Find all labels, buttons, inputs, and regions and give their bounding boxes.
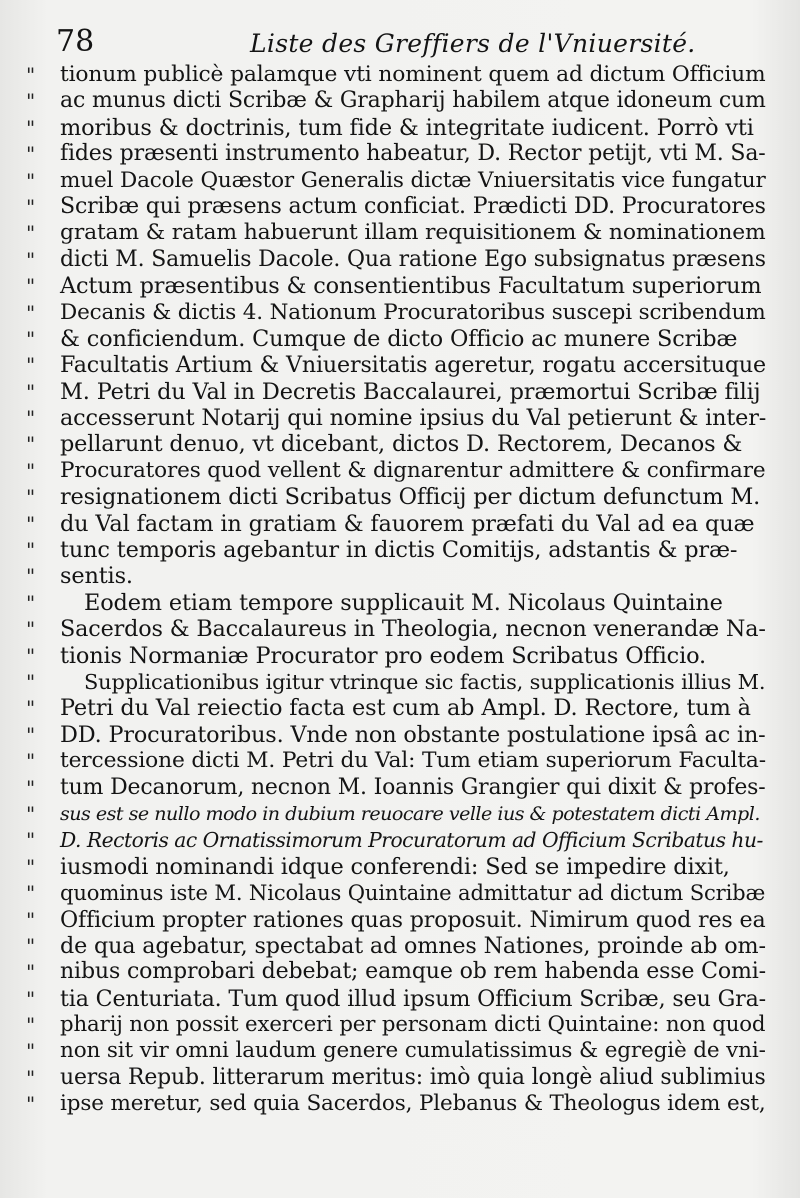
- quotation-marker: ": [26, 353, 36, 378]
- line-text: muel Dacole Quæstor Generalis dictæ Vniuersitatis vice fungatur: [60, 167, 766, 193]
- quotation-marker: ": [26, 933, 36, 958]
- quotation-marker: ": [26, 379, 36, 404]
- line-text: tunc temporis agebantur in dictis Comitijs, adstantis & præ-: [60, 537, 738, 564]
- quotation-marker: ": [26, 115, 36, 140]
- line-text: Petri du Val reiectio facta est cum ab Ampl. D. Rectore, tum à: [60, 695, 751, 722]
- quotation-marker: ": [26, 828, 36, 853]
- line-text: Scribæ qui præsens actum conficiat. Prædicti DD. Procuratores: [60, 193, 766, 219]
- quotation-marker: ": [26, 801, 36, 826]
- line-text: accesserunt Notarij qui nomine ipsius du Val petierunt & inter-: [60, 405, 767, 432]
- line-text: sus est se nullo modo in dubium reuocare velle ius & potestatem dicti Ampl.: [60, 802, 760, 825]
- text-line: [26, 986, 770, 1012]
- text-line: [26, 431, 770, 457]
- text-line: [26, 62, 770, 88]
- line-text: dicti M. Samuelis Dacole. Qua ratione Ego subsignatus præsens: [60, 246, 766, 272]
- quotation-marker: ": [26, 1039, 36, 1064]
- line-text: ac munus dicti Scribæ & Grapharij habilem atque idoneum cum: [60, 88, 766, 114]
- text-line: [26, 827, 770, 853]
- line-text: gratam & ratam habuerunt illam requisitionem & nominationem: [60, 220, 766, 246]
- quotation-marker: ": [26, 274, 36, 299]
- text-line: [26, 695, 770, 721]
- text-line: [26, 88, 770, 114]
- line-text: tum Decanorum, necnon M. Ioannis Grangier qui dixit & profes-: [60, 774, 766, 800]
- text-line: [26, 590, 770, 616]
- line-text: sentis.: [60, 563, 133, 590]
- text-line: [26, 194, 770, 220]
- line-text: & conficiendum. Cumque de dicto Officio ac munere Scribæ: [60, 325, 738, 352]
- quotation-marker: ": [26, 1065, 36, 1090]
- quotation-marker: ": [26, 406, 36, 431]
- quotation-marker: ": [26, 194, 36, 219]
- text-line: [26, 458, 770, 484]
- line-text: iusmodi nominandi idque conferendi: Sed se impedire dixit,: [60, 853, 730, 880]
- line-text: Officium propter rationes quas proposuit. Nimirum quod res ea: [60, 906, 766, 933]
- text-line: [26, 1038, 770, 1064]
- text-line: [26, 273, 770, 299]
- line-text: Supplicationibus igitur vtrinque sic factis, supplicationis illius M.: [84, 669, 766, 694]
- line-text: non sit vir omni laudum genere cumulatissimus & egregiè de vni-: [60, 1038, 766, 1064]
- line-text: tercessione dicti M. Petri du Val: Tum etiam superiorum Faculta-: [60, 748, 766, 774]
- quotation-marker: ": [26, 986, 36, 1011]
- text-line: [26, 748, 770, 774]
- text-line: [26, 563, 770, 589]
- line-text: Procuratores quod vellent & dignarentur admittere & confirmare: [60, 457, 766, 483]
- quotation-marker: ": [26, 749, 36, 774]
- line-text: DD. Procuratoribus. Vnde non obstante postulatione ipsâ ac in-: [60, 721, 766, 748]
- quotation-marker: ": [26, 590, 36, 615]
- quotation-marker: ": [26, 643, 36, 668]
- quotation-marker: ": [26, 881, 36, 906]
- text-line: [26, 484, 770, 510]
- text-line: [26, 1065, 770, 1091]
- line-text: tionum publicè palamque vti nominent quem ad dictum Officium: [60, 62, 766, 87]
- text-line: [26, 168, 770, 194]
- quotation-marker: ": [26, 564, 36, 589]
- text-line: [26, 907, 770, 933]
- text-line: [26, 300, 770, 326]
- page-header: [0, 20, 800, 60]
- quotation-marker: ": [26, 538, 36, 563]
- quotation-marker: ": [26, 775, 36, 800]
- line-text: ipse meretur, sed quia Sacerdos, Plebanus & Theologus idem est,: [60, 1091, 766, 1117]
- line-text: Actum præsentibus & consentientibus Facultatum superiorum: [60, 273, 762, 300]
- quotation-marker: ": [26, 458, 36, 483]
- line-text: moribus & doctrinis, tum fide & integritate iudicent. Porrò vti: [60, 114, 754, 141]
- line-text: Sacerdos & Baccalaureus in Theologia, necnon venerandæ Na-: [60, 616, 766, 643]
- line-text: fides præsenti instrumento habeatur, D. Rector petijt, vti M. Sa-: [60, 141, 766, 167]
- text-line: [26, 669, 770, 695]
- quotation-marker: ": [26, 63, 36, 87]
- text-line: [26, 247, 770, 273]
- quotation-marker: ": [26, 221, 36, 246]
- text-line: [26, 352, 770, 378]
- line-text: quominus iste M. Nicolaus Quintaine admittatur ad dictum Scribæ: [60, 880, 766, 906]
- page-number: 78: [56, 24, 95, 59]
- quotation-marker: ": [26, 511, 36, 536]
- quotation-marker: ": [26, 247, 36, 272]
- line-text: tia Centuriata. Tum quod illud ipsum Officium Scribæ, seu Gra-: [60, 985, 766, 1012]
- quotation-marker: ": [26, 168, 36, 193]
- text-line: [26, 1012, 770, 1038]
- quotation-marker: ": [26, 89, 36, 114]
- quotation-marker: ": [26, 617, 36, 642]
- line-text: Facultatis Artium & Vniuersitatis ageretur, rogatu accersituque: [60, 352, 766, 379]
- text-line: [26, 959, 770, 985]
- quotation-marker: ": [26, 432, 36, 457]
- quotation-marker: ": [26, 854, 36, 879]
- text-line: [26, 801, 770, 827]
- line-text: du Val factam in gratiam & fauorem præfati du Val ad ea quæ: [60, 510, 755, 537]
- line-text: uersa Repub. litterarum meritus: imò quia longè aliud sublimius: [60, 1064, 766, 1090]
- text-line: [26, 326, 770, 352]
- text-line: [26, 115, 770, 141]
- text-line: [26, 643, 770, 669]
- line-text: tionis Normaniæ Procurator pro eodem Scribatus Officio.: [60, 642, 706, 669]
- quotation-marker: ": [26, 1013, 36, 1038]
- text-line: [26, 511, 770, 537]
- text-line: [26, 854, 770, 880]
- text-line: [26, 880, 770, 906]
- quotation-marker: ": [26, 300, 36, 325]
- quotation-marker: ": [26, 1092, 36, 1117]
- text-line: [26, 775, 770, 801]
- line-text: Decanis & dictis 4. Nationum Procuratoribus suscepi scribendum: [60, 299, 766, 325]
- quotation-marker: ": [26, 907, 36, 932]
- line-text: M. Petri du Val in Decretis Baccalaurei, præmortui Scribæ filij: [60, 378, 761, 405]
- line-text: pellarunt denuo, vt dicebant, dictos D. Rectorem, Decanos &: [60, 431, 743, 458]
- line-text: nibus comprobari debebat; eamque ob rem habenda esse Comi-: [60, 959, 766, 985]
- running-title: Liste des Greffiers de l'Vniuersité.: [250, 29, 696, 58]
- line-text: Eodem etiam tempore supplicauit M. Nicolaus Quintaine: [84, 589, 723, 616]
- line-text: D. Rectoris ac Ornatissimorum Procuratorum ad Officium Scribatus hu-: [60, 828, 763, 853]
- body-text: [26, 62, 770, 1118]
- text-line: [26, 379, 770, 405]
- text-line: [26, 616, 770, 642]
- text-line: [26, 722, 770, 748]
- line-text: pharij non possit exerceri per personam dicti Quintaine: non quod: [60, 1012, 766, 1038]
- quotation-marker: ": [26, 696, 36, 721]
- line-text: de qua agebatur, spectabat ad omnes Nationes, proinde ab om-: [60, 932, 766, 959]
- quotation-marker: ": [26, 722, 36, 747]
- text-line: [26, 405, 770, 431]
- line-text: resignationem dicti Scribatus Officij per dictum defunctum M.: [60, 484, 761, 511]
- text-line: [26, 220, 770, 246]
- text-line: [26, 933, 770, 959]
- quotation-marker: ": [26, 326, 36, 351]
- text-line: [26, 1091, 770, 1117]
- quotation-marker: ": [26, 485, 36, 510]
- quotation-marker: ": [26, 142, 36, 167]
- text-line: [26, 537, 770, 563]
- text-line: [26, 141, 770, 167]
- quotation-marker: ": [26, 960, 36, 985]
- quotation-marker: ": [26, 669, 36, 694]
